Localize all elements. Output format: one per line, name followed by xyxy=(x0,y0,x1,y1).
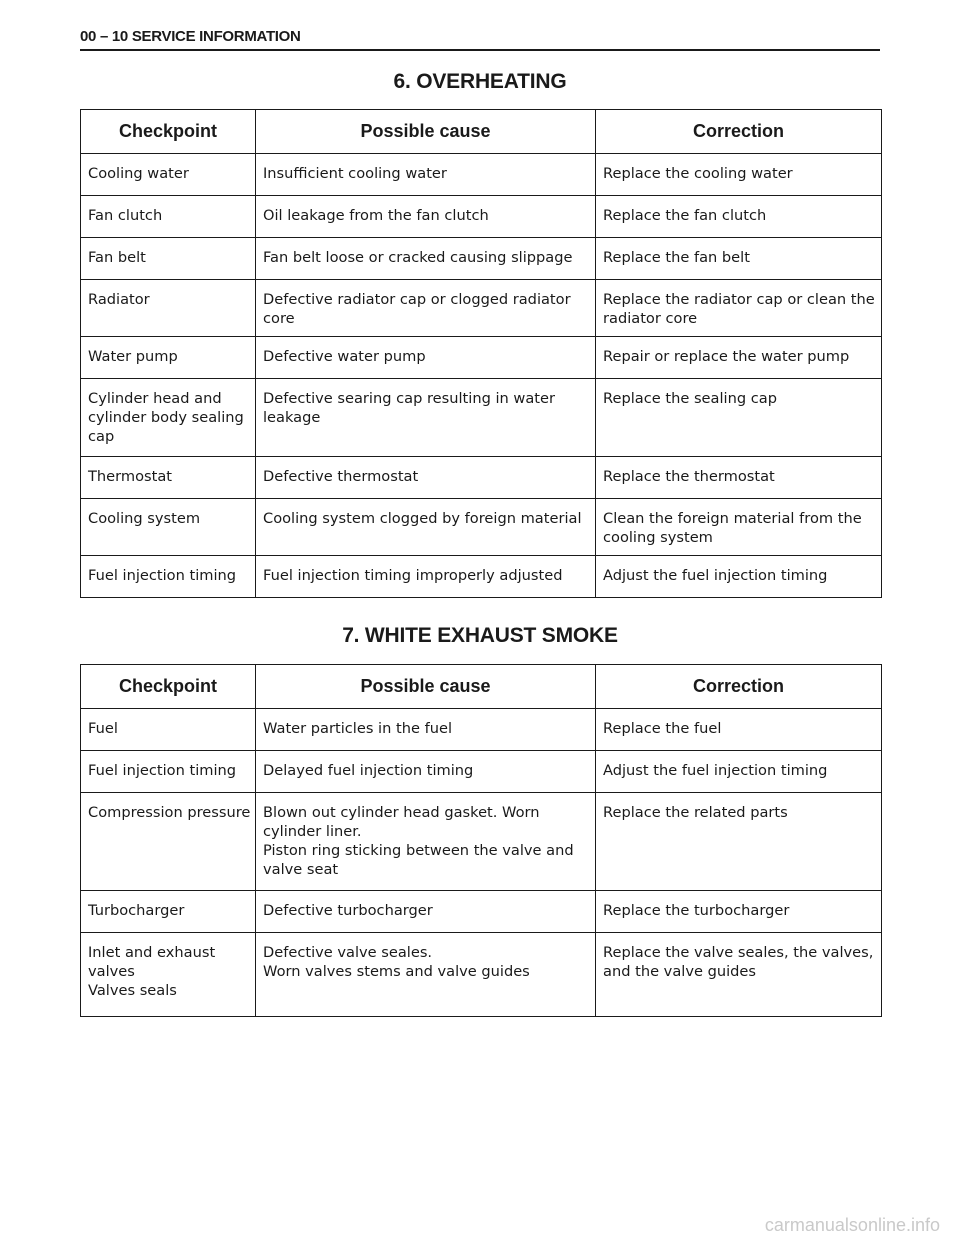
cause-cell: Insufficient cooling water xyxy=(256,154,596,196)
table-row xyxy=(81,154,882,196)
correction-cell: Replace the cooling water xyxy=(596,154,882,196)
column-header-checkpoint: Checkpoint xyxy=(81,110,256,154)
cause-cell: Blown out cylinder head gasket. Worn cylinder liner. Piston ring sticking between the valve and valve seat xyxy=(256,793,596,891)
cause-cell: Defective water pump xyxy=(256,337,596,379)
checkpoint-cell: Fuel injection timing xyxy=(81,751,256,793)
correction-cell: Replace the sealing cap xyxy=(596,379,882,457)
table-row xyxy=(81,891,882,933)
overheating-table xyxy=(80,109,882,598)
cause-cell: Defective searing cap resulting in water leakage xyxy=(256,379,596,457)
checkpoint-cell: Fuel xyxy=(81,709,256,751)
table-row xyxy=(81,280,882,337)
correction-cell: Replace the radiator cap or clean the radiator core xyxy=(596,280,882,337)
checkpoint-cell: Fan belt xyxy=(81,238,256,280)
table-header-row xyxy=(81,110,882,154)
cause-cell: Delayed fuel injection timing xyxy=(256,751,596,793)
correction-cell: Repair or replace the water pump xyxy=(596,337,882,379)
correction-cell: Replace the fuel xyxy=(596,709,882,751)
cause-cell: Fuel injection timing improperly adjusted xyxy=(256,556,596,598)
correction-cell: Replace the fan clutch xyxy=(596,196,882,238)
table-row xyxy=(81,709,882,751)
column-header-possible-cause: Possible cause xyxy=(256,110,596,154)
checkpoint-cell: Turbocharger xyxy=(81,891,256,933)
table-row xyxy=(81,933,882,1017)
cause-cell: Cooling system clogged by foreign material xyxy=(256,499,596,556)
cause-cell: Defective radiator cap or clogged radiator core xyxy=(256,280,596,337)
watermark: carmanualsonline.info xyxy=(764,1215,940,1235)
correction-cell: Replace the related parts xyxy=(596,793,882,891)
checkpoint-cell: Cooling system xyxy=(81,499,256,556)
checkpoint-cell: Compression pressure xyxy=(81,793,256,891)
checkpoint-cell: Thermostat xyxy=(81,457,256,499)
checkpoint-cell: Cooling water xyxy=(81,154,256,196)
cause-cell: Oil leakage from the fan clutch xyxy=(256,196,596,238)
column-header-correction: Correction xyxy=(596,665,882,709)
table-row xyxy=(81,499,882,556)
column-header-possible-cause: Possible cause xyxy=(256,665,596,709)
table-row xyxy=(81,238,882,280)
page-header: 00 – 10 SERVICE INFORMATION xyxy=(80,28,301,45)
cause-cell: Fan belt loose or cracked causing slippage xyxy=(256,238,596,280)
correction-cell: Replace the valve seales, the valves, and the valve guides xyxy=(596,933,882,1017)
table-row xyxy=(81,337,882,379)
table-row xyxy=(81,793,882,891)
table-row xyxy=(81,751,882,793)
table-header-row xyxy=(81,665,882,709)
section-title-white-exhaust-smoke: 7. WHITE EXHAUST SMOKE xyxy=(342,624,618,647)
table-row xyxy=(81,556,882,598)
correction-cell: Adjust the fuel injection timing xyxy=(596,751,882,793)
table-row xyxy=(81,379,882,457)
checkpoint-cell: Radiator xyxy=(81,280,256,337)
checkpoint-cell: Fan clutch xyxy=(81,196,256,238)
cause-cell: Defective valve seales. Worn valves stems and valve guides xyxy=(256,933,596,1017)
cause-cell: Defective turbocharger xyxy=(256,891,596,933)
checkpoint-cell: Fuel injection timing xyxy=(81,556,256,598)
white-exhaust-smoke-table xyxy=(80,664,882,1017)
table-row xyxy=(81,457,882,499)
header-divider xyxy=(80,49,880,51)
correction-cell: Clean the foreign material from the cooling system xyxy=(596,499,882,556)
correction-cell: Adjust the fuel injection timing xyxy=(596,556,882,598)
correction-cell: Replace the thermostat xyxy=(596,457,882,499)
column-header-correction: Correction xyxy=(596,110,882,154)
section-title-overheating: 6. OVERHEATING xyxy=(393,70,567,93)
correction-cell: Replace the turbocharger xyxy=(596,891,882,933)
checkpoint-cell: Cylinder head and cylinder body sealing cap xyxy=(81,379,256,457)
checkpoint-cell: Inlet and exhaust valves Valves seals xyxy=(81,933,256,1017)
cause-cell: Water particles in the fuel xyxy=(256,709,596,751)
correction-cell: Replace the fan belt xyxy=(596,238,882,280)
column-header-checkpoint: Checkpoint xyxy=(81,665,256,709)
checkpoint-cell: Water pump xyxy=(81,337,256,379)
cause-cell: Defective thermostat xyxy=(256,457,596,499)
table-row xyxy=(81,196,882,238)
